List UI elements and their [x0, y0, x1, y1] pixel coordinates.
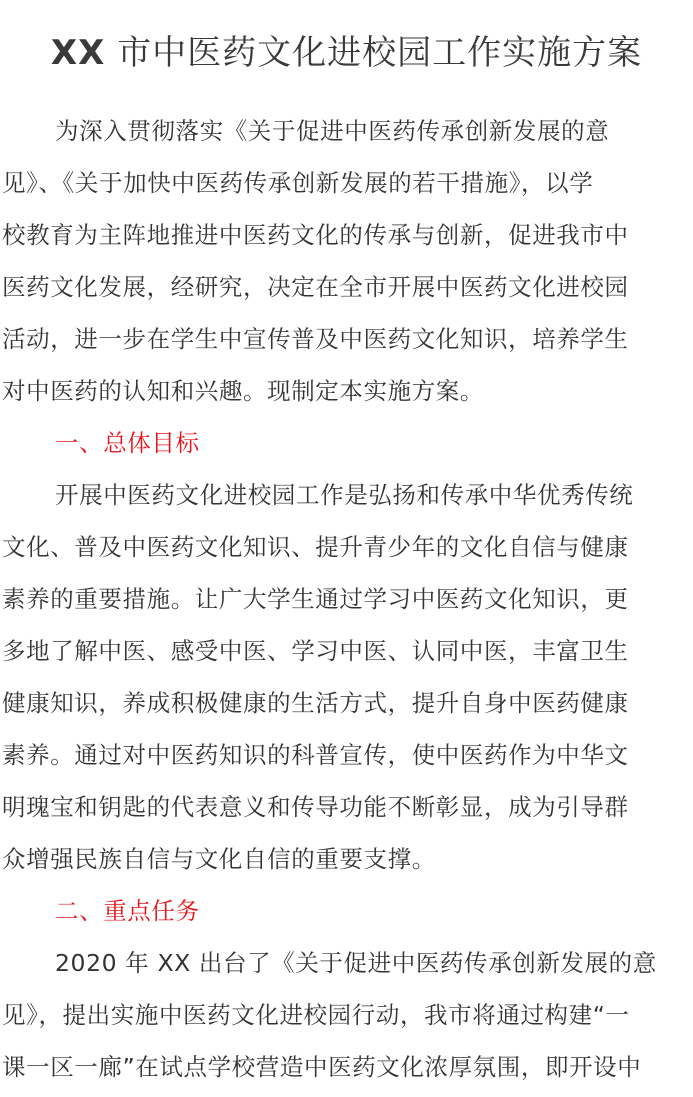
- paragraph-line: 为深入贯彻落实《关于促进中医药传承创新发展的意: [55, 117, 610, 145]
- paragraph-line: 明瑰宝和钥匙的代表意义和传导功能不断彰显，成为引导群: [2, 793, 629, 821]
- paragraph-line: 校教育为主阵地推进中医药文化的传承与创新，促进我市中: [2, 221, 629, 249]
- paragraph-line: 医药文化发展，经研究，决定在全市开展中医药文化进校园: [2, 273, 629, 301]
- paragraph-line: 见》、《关于加快中医药传承创新发展的若干措施》，以学: [2, 169, 594, 197]
- paragraph-line: 活动，进一步在学生中宣传普及中医药文化知识，培养学生: [2, 325, 629, 353]
- paragraph-line: 对中医药的认知和兴趣。现制定本实施方案。: [2, 377, 484, 405]
- paragraph-line: 多地了解中医、感受中医、学习中医、认同中医，丰富卫生: [2, 637, 629, 665]
- paragraph-line: 课一区一廊”在试点学校营造中医药文化浓厚氛围，即开设中: [2, 1053, 642, 1081]
- paragraph-line: 见》，提出实施中医药文化进校园行动，我市将通过构建“一: [2, 1001, 630, 1029]
- title-prefix: XX: [50, 33, 106, 73]
- title-text: 市中医药文化进校园工作实施方案: [105, 33, 643, 73]
- section-heading: 一、总体目标: [55, 429, 200, 457]
- paragraph-line: 素养。通过对中医药知识的科普宣传，使中医药作为中华文: [2, 741, 629, 769]
- paragraph-line: 素养的重要措施。让广大学生通过学习中医药文化知识，更: [2, 585, 629, 613]
- paragraph-line: 开展中医药文化进校园工作是弘扬和传承中华优秀传统: [55, 481, 634, 509]
- section-heading: 二、重点任务: [55, 897, 200, 925]
- paragraph-line: 文化、普及中医药文化知识、提升青少年的文化自信与健康: [2, 533, 629, 561]
- paragraph-line: 众增强民族自信与文化自信的重要支撑。: [2, 845, 436, 873]
- document-title: [0, 28, 693, 78]
- paragraph-line: 健康知识，养成积极健康的生活方式，提升自身中医药健康: [2, 689, 629, 717]
- paragraph-line: 2020 年 XX 出台了《关于促进中医药传承创新发展的意: [55, 949, 657, 977]
